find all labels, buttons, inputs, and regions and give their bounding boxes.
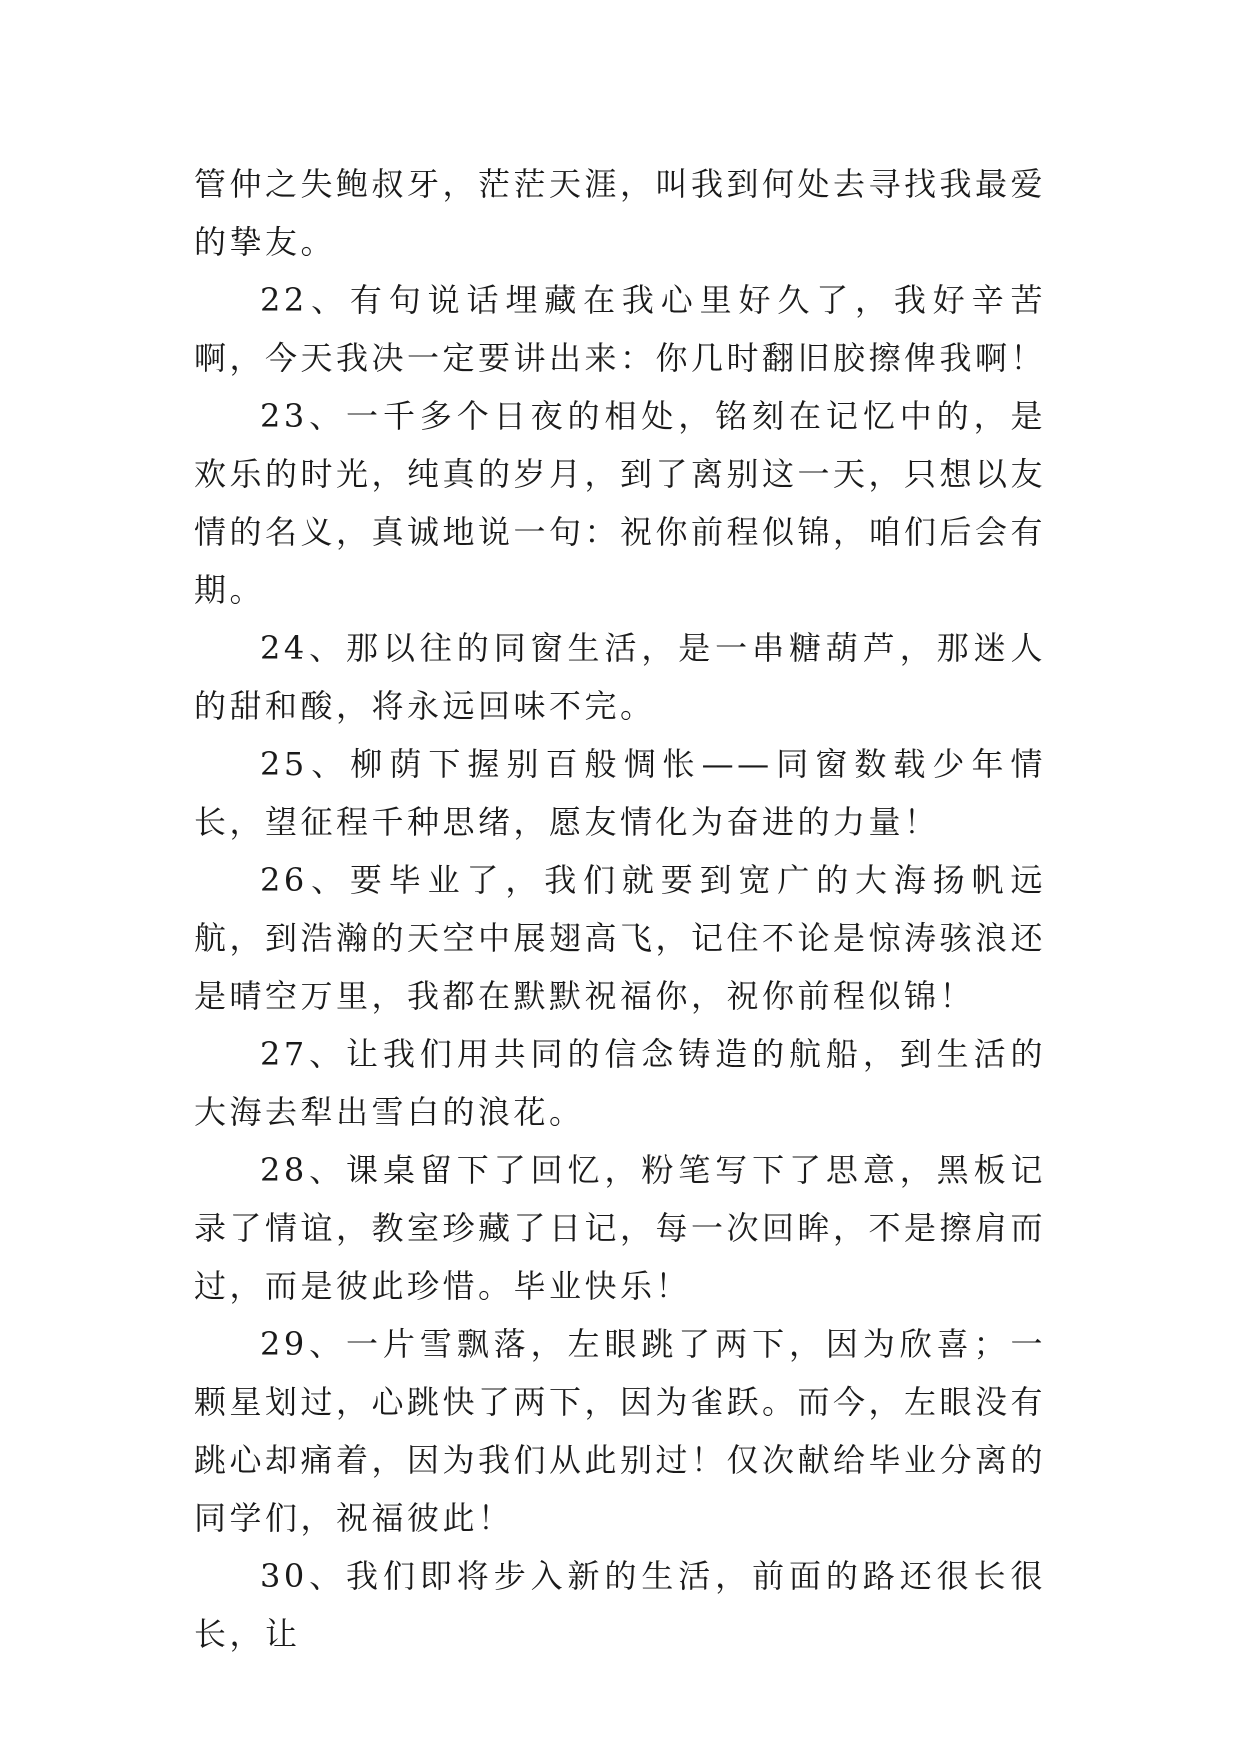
paragraph-27: 27、让我们用共同的信念铸造的航船，到生活的大海去犁出雪白的浪花。 <box>194 1035 1046 1131</box>
paragraph-30: 30、我们即将步入新的生活，前面的路还很长很长，让 <box>194 1557 1046 1653</box>
paragraph-26: 26、要毕业了，我们就要到宽广的大海扬帆远航，到浩瀚的天空中展翅高飞，记住不论是惊涛骇浪还是晴空万里，我都在默默祝福你，祝你前程似锦！ <box>194 861 1047 1015</box>
document-body <box>194 155 1046 1663</box>
paragraph-29: 29、一片雪飘落，左眼跳了两下，因为欣喜；一颗星划过，心跳快了两下，因为雀跃。而今，左眼没有跳心却痛着，因为我们从此别过！仅次献给毕业分离的同学们，祝福彼此！ <box>194 1325 1047 1537</box>
paragraph-25: 25、柳荫下握别百般惆怅——同窗数载少年情长，望征程千种思绪，愿友情化为奋进的力量！ <box>194 745 1046 841</box>
paragraph-28: 28、课桌留下了回忆，粉笔写下了思意，黑板记录了情谊，教室珍藏了日记，每一次回眸，不是擦肩而过，而是彼此珍惜。毕业快乐！ <box>194 1151 1047 1305</box>
paragraph-22: 22、有句说话埋藏在我心里好久了，我好辛苦啊，今天我决一定要讲出来：你几时翻旧胶擦俾我啊！ <box>194 281 1047 377</box>
paragraph-continuation: 管仲之失鲍叔牙，茫茫天涯，叫我到何处去寻找我最爱的挚友。 <box>194 165 1047 261</box>
paragraph-24: 24、那以往的同窗生活，是一串糖葫芦，那迷人的甜和酸，将永远回味不完。 <box>194 629 1046 725</box>
paragraph-23: 23、一千多个日夜的相处，铭刻在记忆中的，是欢乐的时光，纯真的岁月，到了离别这一天，只想以友情的名义，真诚地说一句：祝你前程似锦，咱们后会有期。 <box>194 397 1047 609</box>
